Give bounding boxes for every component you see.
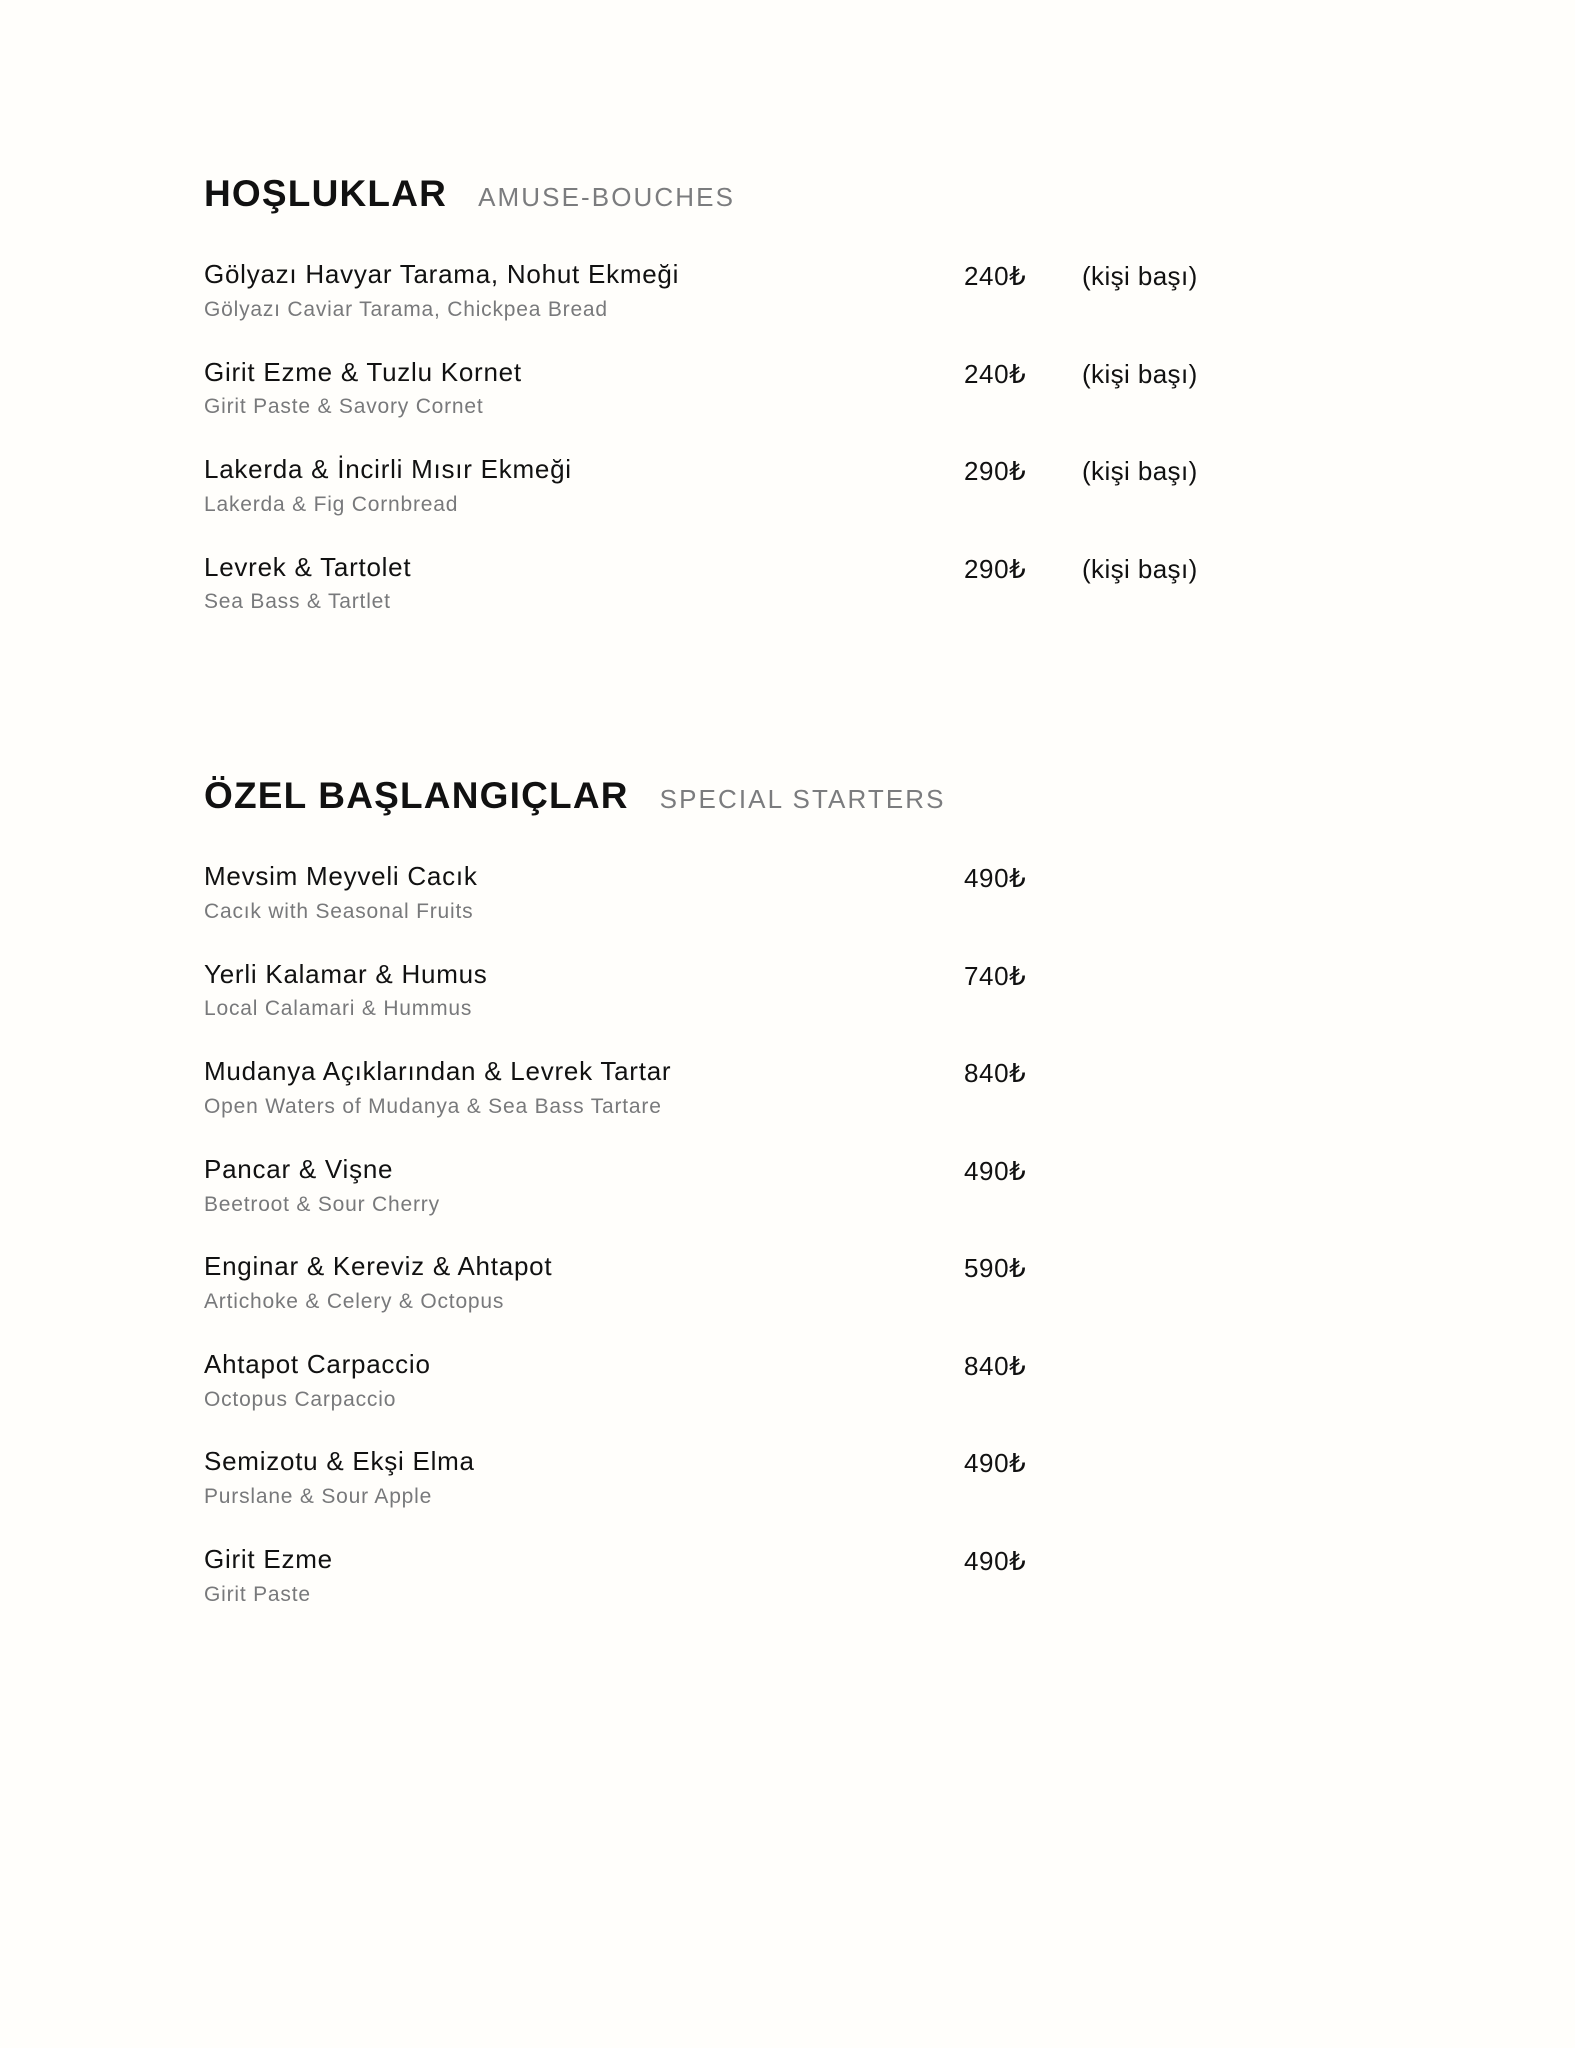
section-header — [204, 775, 1224, 817]
menu-item-text — [204, 454, 964, 519]
menu-item-name: Ahtapot Carpaccio — [204, 1348, 431, 1379]
menu-item — [204, 861, 1224, 926]
menu-item — [204, 1544, 1224, 1609]
menu-item-text — [204, 357, 964, 422]
menu-item-price: 590₺ — [964, 1253, 1027, 1284]
menu-item-name: Lakerda & İncirli Mısır Ekmeği — [204, 454, 572, 485]
menu-item-price: 840₺ — [964, 1058, 1027, 1089]
menu-item-name: Mevsim Meyveli Cacık — [204, 861, 478, 892]
menu-item-price: 290₺ — [964, 456, 1027, 487]
menu-item-price: 840₺ — [964, 1350, 1027, 1381]
menu-item-text — [204, 1349, 964, 1414]
menu-item-price-group — [964, 959, 1060, 992]
menu-item-price-group — [964, 1056, 1060, 1089]
menu-section-amuse-bouches — [204, 175, 1224, 616]
menu-item-description: Girit Paste & Savory Cornet — [204, 395, 484, 419]
menu-item-name: Enginar & Kereviz & Ahtapot — [204, 1251, 553, 1282]
menu-item-price: 240₺ — [964, 261, 1027, 291]
menu-item-price-group — [964, 454, 1198, 487]
menu-item-price: 740₺ — [964, 960, 1027, 991]
menu-item-price: 240₺ — [964, 358, 1027, 389]
menu-item-text — [204, 1154, 964, 1219]
menu-item — [204, 1349, 1224, 1414]
menu-item-description: Cacık with Seasonal Fruits — [204, 899, 474, 923]
menu-item-text — [204, 959, 964, 1024]
menu-item — [204, 454, 1224, 519]
menu-item-name: Girit Ezme — [204, 1544, 333, 1575]
menu-item-text — [204, 552, 964, 617]
menu-item-price-group — [964, 259, 1198, 292]
menu-item-description: Lakerda & Fig Cornbread — [204, 492, 459, 516]
menu-item-text — [204, 1446, 964, 1511]
menu-item-text — [204, 861, 964, 926]
menu-item-text — [204, 1056, 964, 1121]
menu-item — [204, 552, 1224, 617]
menu-item-name: Semizotu & Ekşi Elma — [204, 1446, 475, 1477]
menu-item-name: Levrek & Tartolet — [204, 551, 412, 582]
menu-item-description: Girit Paste — [204, 1582, 311, 1606]
menu-item-description: Sea Bass & Tartlet — [204, 590, 391, 614]
menu-item — [204, 1056, 1224, 1121]
section-title-turkish: ÖZEL BAŞLANGIÇLAR — [204, 775, 629, 817]
menu-item — [204, 1154, 1224, 1219]
menu-item-price-note: (kişi başı) — [1082, 456, 1198, 487]
menu-item-price: 490₺ — [964, 1155, 1027, 1186]
menu-item — [204, 259, 1224, 324]
menu-item-description: Gölyazı Caviar Tarama, Chickpea Bread — [204, 297, 608, 321]
menu-item-description: Octopus Carpaccio — [204, 1387, 397, 1411]
menu-item-price-group — [964, 1446, 1060, 1479]
menu-item-description: Beetroot & Sour Cherry — [204, 1192, 440, 1216]
menu-item-price-group — [964, 1544, 1060, 1577]
section-header — [204, 175, 1224, 212]
menu-item — [204, 959, 1224, 1024]
menu-item-price: 490₺ — [964, 1448, 1027, 1479]
menu-item-text — [204, 1251, 964, 1316]
menu-item-name: Mudanya Açıklarından & Levrek Tartar — [204, 1056, 672, 1087]
menu-item-price: 490₺ — [964, 1546, 1027, 1577]
section-title-english: AMUSE-BOUCHES — [478, 182, 736, 212]
menu-item-price-note: (kişi başı) — [1082, 553, 1198, 584]
menu-item-list — [204, 861, 1224, 1608]
menu-item — [204, 1446, 1224, 1511]
menu-item-name: Gölyazı Havyar Tarama, Nohut Ekmeği — [204, 259, 680, 289]
menu-item-text — [204, 1544, 964, 1609]
menu-item-price-group — [964, 1349, 1060, 1382]
menu-item-description: Artichoke & Celery & Octopus — [204, 1290, 505, 1314]
menu-item-price: 490₺ — [964, 863, 1027, 894]
menu-item-price-group — [964, 357, 1198, 390]
menu-item — [204, 1251, 1224, 1316]
menu-item-price-group — [964, 1251, 1060, 1284]
menu-item-list — [204, 259, 1224, 616]
menu-item-price-note: (kişi başı) — [1082, 358, 1198, 389]
menu-item-description: Open Waters of Mudanya & Sea Bass Tartare — [204, 1094, 662, 1118]
menu-item-name: Pancar & Vişne — [204, 1153, 394, 1184]
menu-item-price-group — [964, 1154, 1060, 1187]
menu-item-text — [204, 259, 964, 324]
menu-item-description: Local Calamari & Hummus — [204, 997, 473, 1021]
menu-item-name: Yerli Kalamar & Humus — [204, 958, 488, 989]
menu-item-name: Girit Ezme & Tuzlu Kornet — [204, 356, 522, 387]
menu-item-description: Purslane & Sour Apple — [204, 1485, 433, 1509]
section-title-turkish: HOŞLUKLAR — [204, 173, 448, 214]
menu-section-special-starters — [204, 777, 1224, 1608]
section-title-english: SPECIAL STARTERS — [659, 784, 946, 815]
menu-item-price-note: (kişi başı) — [1082, 261, 1198, 291]
menu-item-price-group — [964, 861, 1060, 894]
menu-item — [204, 357, 1224, 422]
menu-item-price-group — [964, 552, 1198, 585]
menu-item-price: 290₺ — [964, 553, 1027, 584]
